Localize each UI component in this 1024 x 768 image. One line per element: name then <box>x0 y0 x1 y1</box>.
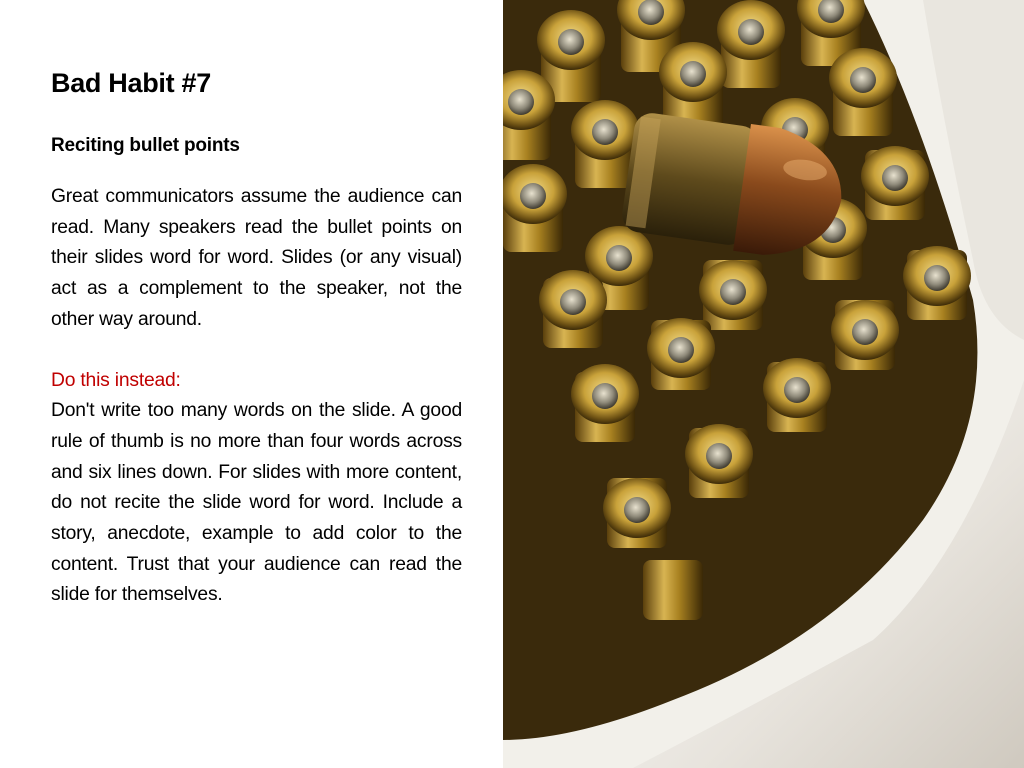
slide-subtitle: Reciting bullet points <box>51 135 240 156</box>
do-this-instead-label: Do this instead: <box>51 369 181 391</box>
ammunition-photo <box>503 0 1024 768</box>
body-paragraph-2: Don't write too many words on the slide. A good rule of thumb is no more than four words across and six lines down. For slides with more content, do not recite the slide word for word. Include a story, anecdote, example to add color to the content. Trust that your audience can read the slide for themselves. <box>51 400 462 606</box>
slide-title: Bad Habit #7 <box>51 68 211 98</box>
ammunition-photo-icon <box>503 0 1024 768</box>
text-column <box>51 64 462 611</box>
body-paragraph-1: Great communicators assume the audience can read. Many speakers read the bullet points on their slides word for word. Slides (or any visual) act as a complement to the speaker, not the other way around. <box>51 186 462 330</box>
